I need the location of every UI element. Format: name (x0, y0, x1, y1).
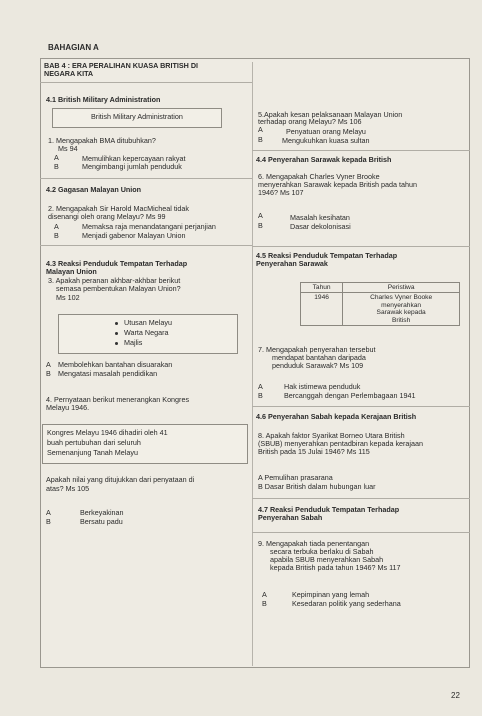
q2-option-a: Memaksa raja menandatangani perjanjian (82, 222, 216, 231)
q4-text-2: Melayu 1946. (46, 403, 90, 412)
q5-text-1: 5.Apakah kesan pelaksanaan Malayan Union (258, 110, 403, 119)
q5-letter-b: B (258, 135, 263, 144)
q5-letter-a: A (258, 125, 263, 134)
q1-marks: Ms 94 (58, 144, 78, 153)
q4-option-a: Berkeyakinan (80, 508, 124, 517)
q2-option-b: Menjadi gabenor Malayan Union (82, 231, 186, 240)
statement-line-1: Kongres Melayu 1946 dihadiri oleh 41 (47, 428, 168, 437)
q9-letter-b: B (262, 599, 267, 608)
bma-box (52, 108, 222, 128)
section-4-1-heading: 4.1 British Military Administration (46, 95, 161, 104)
q9-text-3: apabila SBUB menyerahkan Sabah (270, 555, 384, 564)
divider (252, 406, 470, 407)
q7-text-3: penduduk Sarawak? Ms 109 (272, 361, 364, 370)
section-4-5-heading-1: 4.5 Reaksi Penduduk Tempatan Terhadap (256, 251, 398, 260)
q3-marks: Ms 102 (56, 293, 80, 302)
events-table (300, 282, 460, 326)
q8-option-a: A Pemulihan prasarana (258, 473, 333, 482)
divider (40, 82, 252, 83)
q7-option-b: Bercanggah dengan Perlembagaan 1941 (284, 391, 416, 400)
section-4-3-heading-2: Malayan Union (46, 267, 97, 276)
table-cell-year: 1946 (301, 293, 343, 326)
q2-letter-b: B (54, 231, 59, 240)
divider (40, 178, 252, 179)
q3-letter-a: A (46, 360, 51, 369)
q4-letter-a: A (46, 508, 51, 517)
q5-option-b: Mengukuhkan kuasa sultan (282, 136, 370, 145)
section-4-5-heading-2: Penyerahan Sarawak (256, 259, 328, 268)
q3-text-1: 3. Apakah peranan akhbar-akhbar berikut (48, 276, 181, 285)
q5-text-2: terhadap orang Melayu? Ms 106 (258, 117, 362, 126)
bma-box-text: British Military Administration (91, 112, 183, 121)
section-4-2-heading: 4.2 Gagasan Malayan Union (46, 185, 142, 194)
statement-line-2: buah pertubuhan dari seluruh (47, 438, 141, 447)
section-4-4-heading: 4.4 Penyerahan Sarawak kepada British (256, 155, 392, 164)
newspaper-item: Warta Negara (115, 329, 168, 337)
newspapers-box (58, 314, 238, 354)
q3-option-b: Mengatasi masalah pendidikan (58, 369, 158, 378)
q7-text-2: mendapat bantahan daripada (272, 353, 366, 362)
section-4-7-heading-1: 4.7 Reaksi Penduduk Tempatan Terhadap (258, 505, 400, 514)
table-header-year: Tahun (301, 283, 343, 293)
q9-letter-a: A (262, 590, 267, 599)
q1-letter-b: B (54, 162, 59, 171)
q1-text: 1. Mengapakah BMA ditubuhkan? (48, 136, 156, 145)
section-4-3-heading-1: 4.3 Reaksi Penduduk Tempatan Terhadap (46, 259, 188, 268)
table-header-row (301, 283, 460, 293)
q9-text-1: 9. Mengapakah tiada penentangan (258, 539, 370, 548)
q1-letter-a: A (54, 153, 59, 162)
q3-letter-b: B (46, 369, 51, 378)
chapter-title-line2: NEGARA KITA (44, 69, 94, 78)
q2-text-1: 2. Mengapakah Sir Harold MacMicheal tidak (48, 204, 190, 213)
table-row (301, 293, 460, 326)
column-divider (252, 62, 253, 666)
q9-option-b: Kesedaran politik yang sederhana (292, 599, 401, 608)
q7-option-a: Hak istimewa penduduk (284, 382, 361, 391)
q6-letter-a: A (258, 211, 263, 220)
q6-text-1: 6. Mengapakah Charles Vyner Brooke (258, 172, 380, 181)
q5-option-a: Penyatuan orang Melayu (286, 127, 366, 136)
q3-text-2: semasa pembentukan Malayan Union? (56, 284, 181, 293)
q2-text-2: disenangi oleh orang Melayu? Ms 99 (48, 212, 166, 221)
q3-option-a: Membolehkan bantahan disuarakan (58, 360, 173, 369)
q6-text-2: menyerahkan Sarawak kepada British pada tahun (258, 180, 418, 189)
q8-option-b: B Dasar British dalam hubungan luar (258, 482, 376, 491)
newspaper-item: Majlis (115, 339, 142, 347)
q9-text-4: kepada British pada tahun 1946? Ms 117 (270, 563, 401, 572)
q8-text-2: (SBUB) menyerahkan pentadbiran kepada kerajaan (258, 439, 424, 448)
table-cell-event: Charles Vyner Booke menyerahkan Sarawak kepada British (343, 293, 460, 326)
q7-letter-a: A (258, 382, 263, 391)
q4-letter-b: B (46, 517, 51, 526)
q6-option-a: Masalah kesihatan (290, 213, 350, 222)
q9-option-a: Kepimpinan yang lemah (292, 590, 370, 599)
chapter-title-line1: BAB 4 : ERA PERALIHAN KUASA BRITISH DI (44, 61, 199, 70)
q6-letter-b: B (258, 221, 263, 230)
q4-option-b: Bersatu padu (80, 517, 123, 526)
divider (252, 532, 470, 533)
section-4-7-heading-2: Penyerahan Sabah (258, 513, 323, 522)
q4-question-1: Apakah nilai yang ditujukkan dari penyataan di (46, 475, 195, 484)
q6-text-3: 1946? Ms 107 (258, 188, 304, 197)
q8-text-1: 8. Apakah faktor Syarikat Borneo Utara British (258, 431, 405, 440)
divider (252, 246, 470, 247)
q1-option-a: Memulihkan kepercayaan rakyat (82, 154, 186, 163)
q7-letter-b: B (258, 391, 263, 400)
section-4-6-heading: 4.6 Penyerahan Sabah kepada Kerajaan British (256, 412, 417, 421)
q7-text-1: 7. Mengapakah penyerahan tersebut (258, 345, 376, 354)
divider (252, 150, 470, 151)
section-title: BAHAGIAN A (48, 43, 99, 52)
statement-line-3: Semenanjung Tanah Melayu (47, 448, 138, 457)
statement-box (42, 424, 248, 464)
divider (40, 245, 252, 246)
page-number: 22 (451, 691, 460, 700)
q2-letter-a: A (54, 222, 59, 231)
q1-option-b: Mengimbangi jumlah penduduk (82, 162, 182, 171)
q4-text-1: 4. Pernyataan berikut menerangkan Kongres (46, 395, 190, 404)
q6-option-b: Dasar dekolonisasi (290, 222, 351, 231)
q9-text-2: secara terbuka berlaku di Sabah (270, 547, 374, 556)
divider (252, 498, 470, 499)
q8-text-3: British pada 15 Julai 1946? Ms 115 (258, 447, 370, 456)
q4-question-2: atas? Ms 105 (46, 484, 90, 493)
table-header-event: Peristiwa (343, 283, 460, 293)
newspaper-item: Utusan Melayu (115, 319, 172, 327)
